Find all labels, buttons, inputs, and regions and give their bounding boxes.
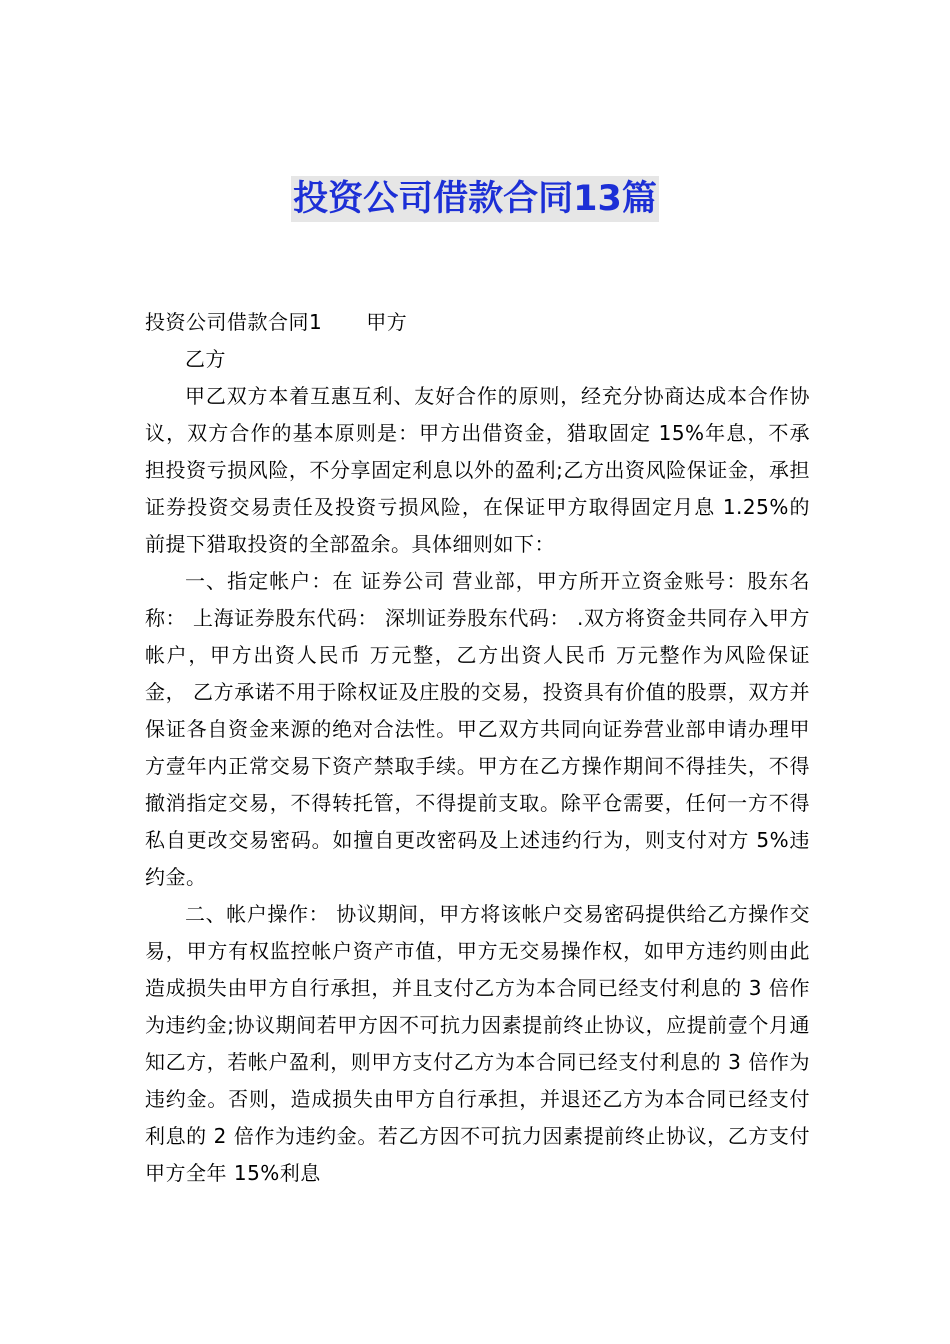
paragraph-account-operation: 二、帐户操作： 协议期间，甲方将该帐户交易密码提供给乙方操作交易，甲方有权监控帐户资产市值，甲方无交易操作权，如甲方违约则由此造成损失由甲方自行承担，并且支付乙方为本合同已经支付利息的 3 倍作为违约金;协议期间若甲方因不可抗力因素提前终止协议，应提前壹个月通知乙方，若帐户盈利，则甲方支付乙方为本合同已经支付利息的 3 倍作为违约金。否则，造成损失由甲方自行承担，并退还乙方为本合同已经支付利息的 2 倍作为违约金。若乙方因不可抗力因素提前终止协议，乙方支付甲方全年 15%利息 <box>145 902 810 1185</box>
contract-heading: 投资公司借款合同1 <box>145 310 323 334</box>
title-container <box>0 176 950 222</box>
party-a-label: 甲方 <box>366 310 408 334</box>
party-b-label: 乙方 <box>185 347 226 371</box>
paragraph-principles: 甲乙双方本着互惠互利、友好合作的原则，经充分协商达成本合作协议，双方合作的基本原则是：甲方出借资金，猎取固定 15%年息，不承担投资亏损风险，不分享固定利息以外的盈利;乙方出资风险保证金，承担证券投资交易责任及投资亏损风险，在保证甲方取得固定月息 1.25%的前提下猎取投资的全部盈余。具体细则如下： <box>145 384 810 556</box>
document-title: 投资公司借款合同13篇 <box>291 176 659 222</box>
heading-line <box>145 304 810 341</box>
paragraph-designated-account: 一、指定帐户：在 证券公司 营业部，甲方所开立资金账号：股东名称： 上海证券股东代码： 深圳证券股东代码： .双方将资金共同存入甲方帐户，甲方出资人民币 万元整，乙方出资人民币 万元整作为风险保证金， 乙方承诺不用于除权证及庄股的交易，投资具有价值的股票，双方并保证各自资金来源的绝对合法性。甲乙双方共同向证券营业部申请办理甲方壹年内正常交易下资产禁取手续。甲方在乙方操作期间不得挂失，不得撤消指定交易，不得转托管，不得提前支取。除平仓需要，任何一方不得私自更改交易密码。如擅自更改密码及上述违约行为，则支付对方 5%违约金。 <box>145 569 810 889</box>
document-body <box>145 304 810 1192</box>
